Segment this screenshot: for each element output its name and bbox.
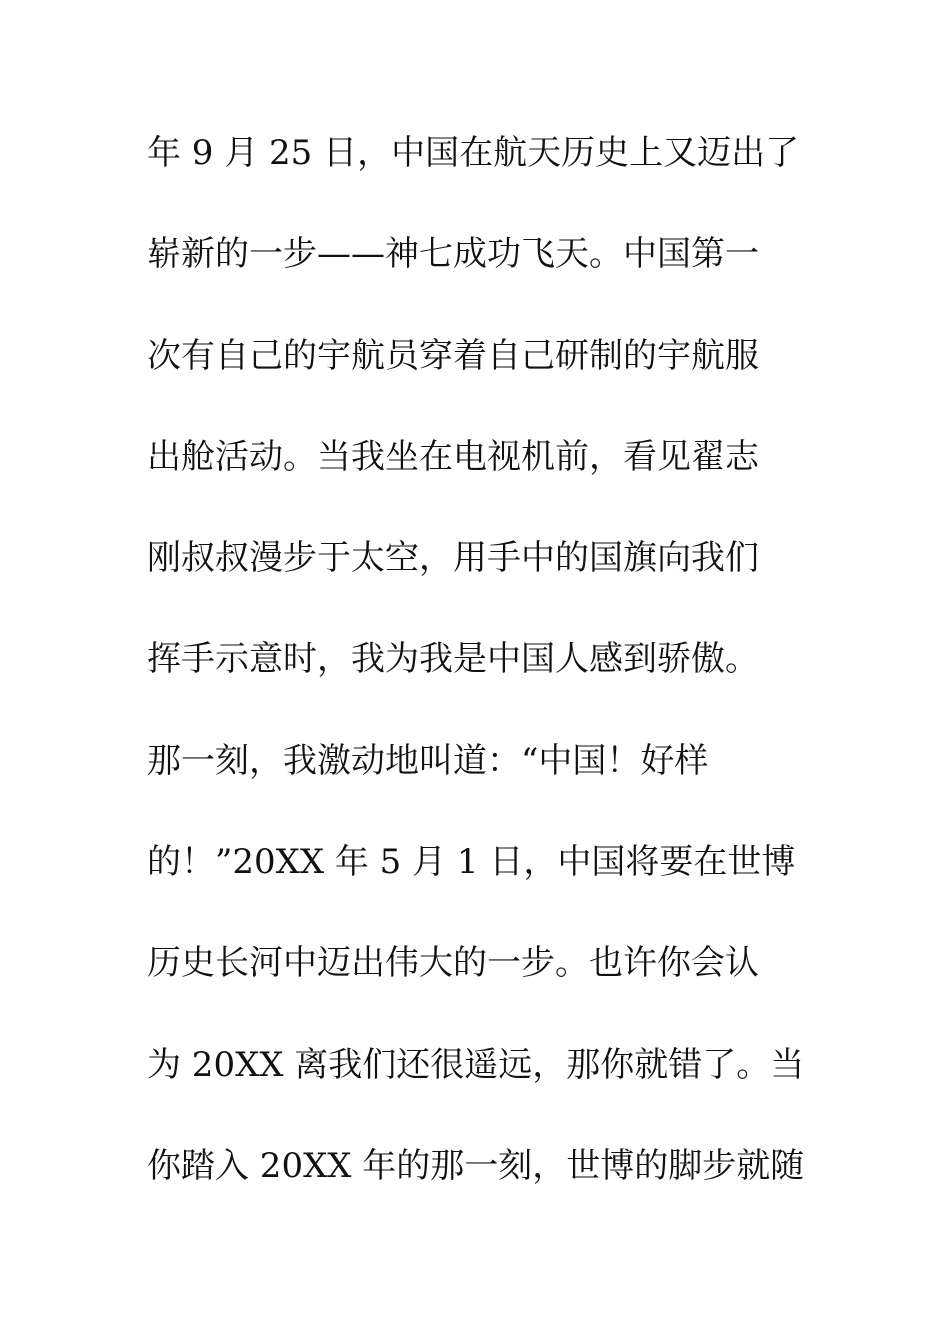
body-text (147, 123, 827, 1237)
text-line: 挥手示意时，我为我是中国人感到骄傲。 (147, 639, 759, 680)
text-line: 那一刻，我激动地叫道：“中国！好样 (147, 740, 709, 781)
text-line: 为 20XX 离我们还很遥远，那你就错了。当 (147, 1044, 805, 1085)
text-line: 的！”20XX 年 5 月 1 日，中国将要在世博 (147, 842, 796, 883)
text-line: 你踏入 20XX 年的那一刻，世博的脚步就随 (147, 1145, 805, 1186)
text-line: 历史长河中迈出伟大的一步。也许你会认 (147, 943, 759, 984)
text-line: 崭新的一步——神七成功飞天。中国第一 (147, 234, 759, 275)
text-line: 年 9 月 25 日，中国在航天历史上又迈出了 (147, 133, 800, 173)
text-line: 刚叔叔漫步于太空，用手中的国旗向我们 (147, 538, 759, 579)
text-line: 次有自己的宇航员穿着自己研制的宇航服 (147, 335, 759, 376)
text-line: 出舱活动。当我坐在电视机前，看见翟志 (147, 436, 759, 477)
